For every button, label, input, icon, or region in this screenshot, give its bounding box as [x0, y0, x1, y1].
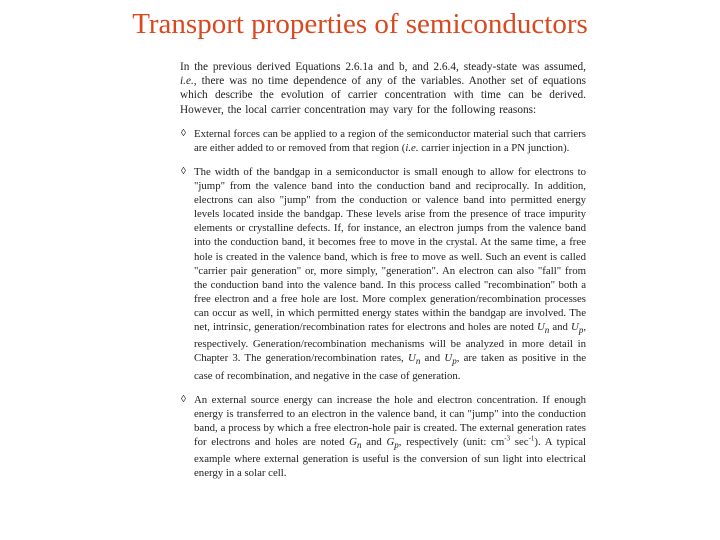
symbol-gp: $G_p$ — [386, 436, 399, 451]
symbol-un: $U_n$ — [536, 321, 550, 336]
symbol-up: $U_p$ — [571, 321, 584, 336]
bullet-external-source: ◊ An external source energy can increase the hole and electron concentration. If enough energy is transferred to an electron in the valence band, it can "jump" into the conduction band, a process by which a free electron-hole pair is created. The external generation rates for electrons and holes are noted $G_n$ and $G_p$, respectively (unit: $cm^{-3}$ $\sec^{-1}$). A typical example where external generation is useful is the conversion of sun light into electrical energy in a solar cell. — [181, 393, 587, 480]
intro-paragraph: In the previous derived Equations 2.6.1a and b, and 2.6.4, steady-state was assumed, i.e., there was no time dependence of any of the variables. Another set of equations which describe the evolution of carrier concentration with time can be derived. However, the local carrier concentration may vary for the following reasons: — [180, 61, 586, 116]
bullet-external-forces: ◊ External forces can be applied to a region of the semiconductor material such that carriers are either added to or removed from that region (i.e. carrier injection in a PN junction). — [181, 127, 586, 154]
symbol-gn: $G_n$ — [349, 436, 362, 451]
document-excerpt — [180, 60, 586, 490]
diamond-bullet-icon: ◊ — [181, 166, 186, 177]
bullet-bandgap: ◊ The width of the bandgap in a semiconductor is small enough to allow for electrons to "jump" from the valence band into the conduction band and reciprocally. In addition, electrons can also "jump" from the conduction or valence band into permitted energy levels located inside the bandgap. These levels arise from the presence of trace impurity elements or crystalline defects. If, for instance, an electron jumps from the valence band into the conduction band, it becomes free to move in the crystal. At the same time, a free hole is created in the valence band, which is free to move as well. Such an event is called "carrier pair generation" or, more simply, "generation". An electron can also "fall" from the conduction band into the valence band. In this process called "recombination" both a free electron and a free hole are lost. More complex generation/recombination processes can occur as well, in which permitted energy states within the bandgap are involved. The net, intrinsic, generation/recombination rates for electrons and holes are noted $U_n$ and $U_p$, respectively. Generation/recombination mechanisms will be analyzed in more detail in Chapter 3. The generation/recombination rates, $U_n$ and $U_p$, are taken as positive in the case of recombination, and negative in the case of generation. — [181, 166, 587, 382]
slide-title: Transport properties of semiconductors — [132, 8, 588, 40]
symbol-up: $U_p$ — [444, 352, 457, 367]
diamond-bullet-icon: ◊ — [181, 127, 186, 139]
diamond-bullet-icon: ◊ — [181, 393, 186, 405]
symbol-un: $U_n$ — [408, 352, 421, 367]
